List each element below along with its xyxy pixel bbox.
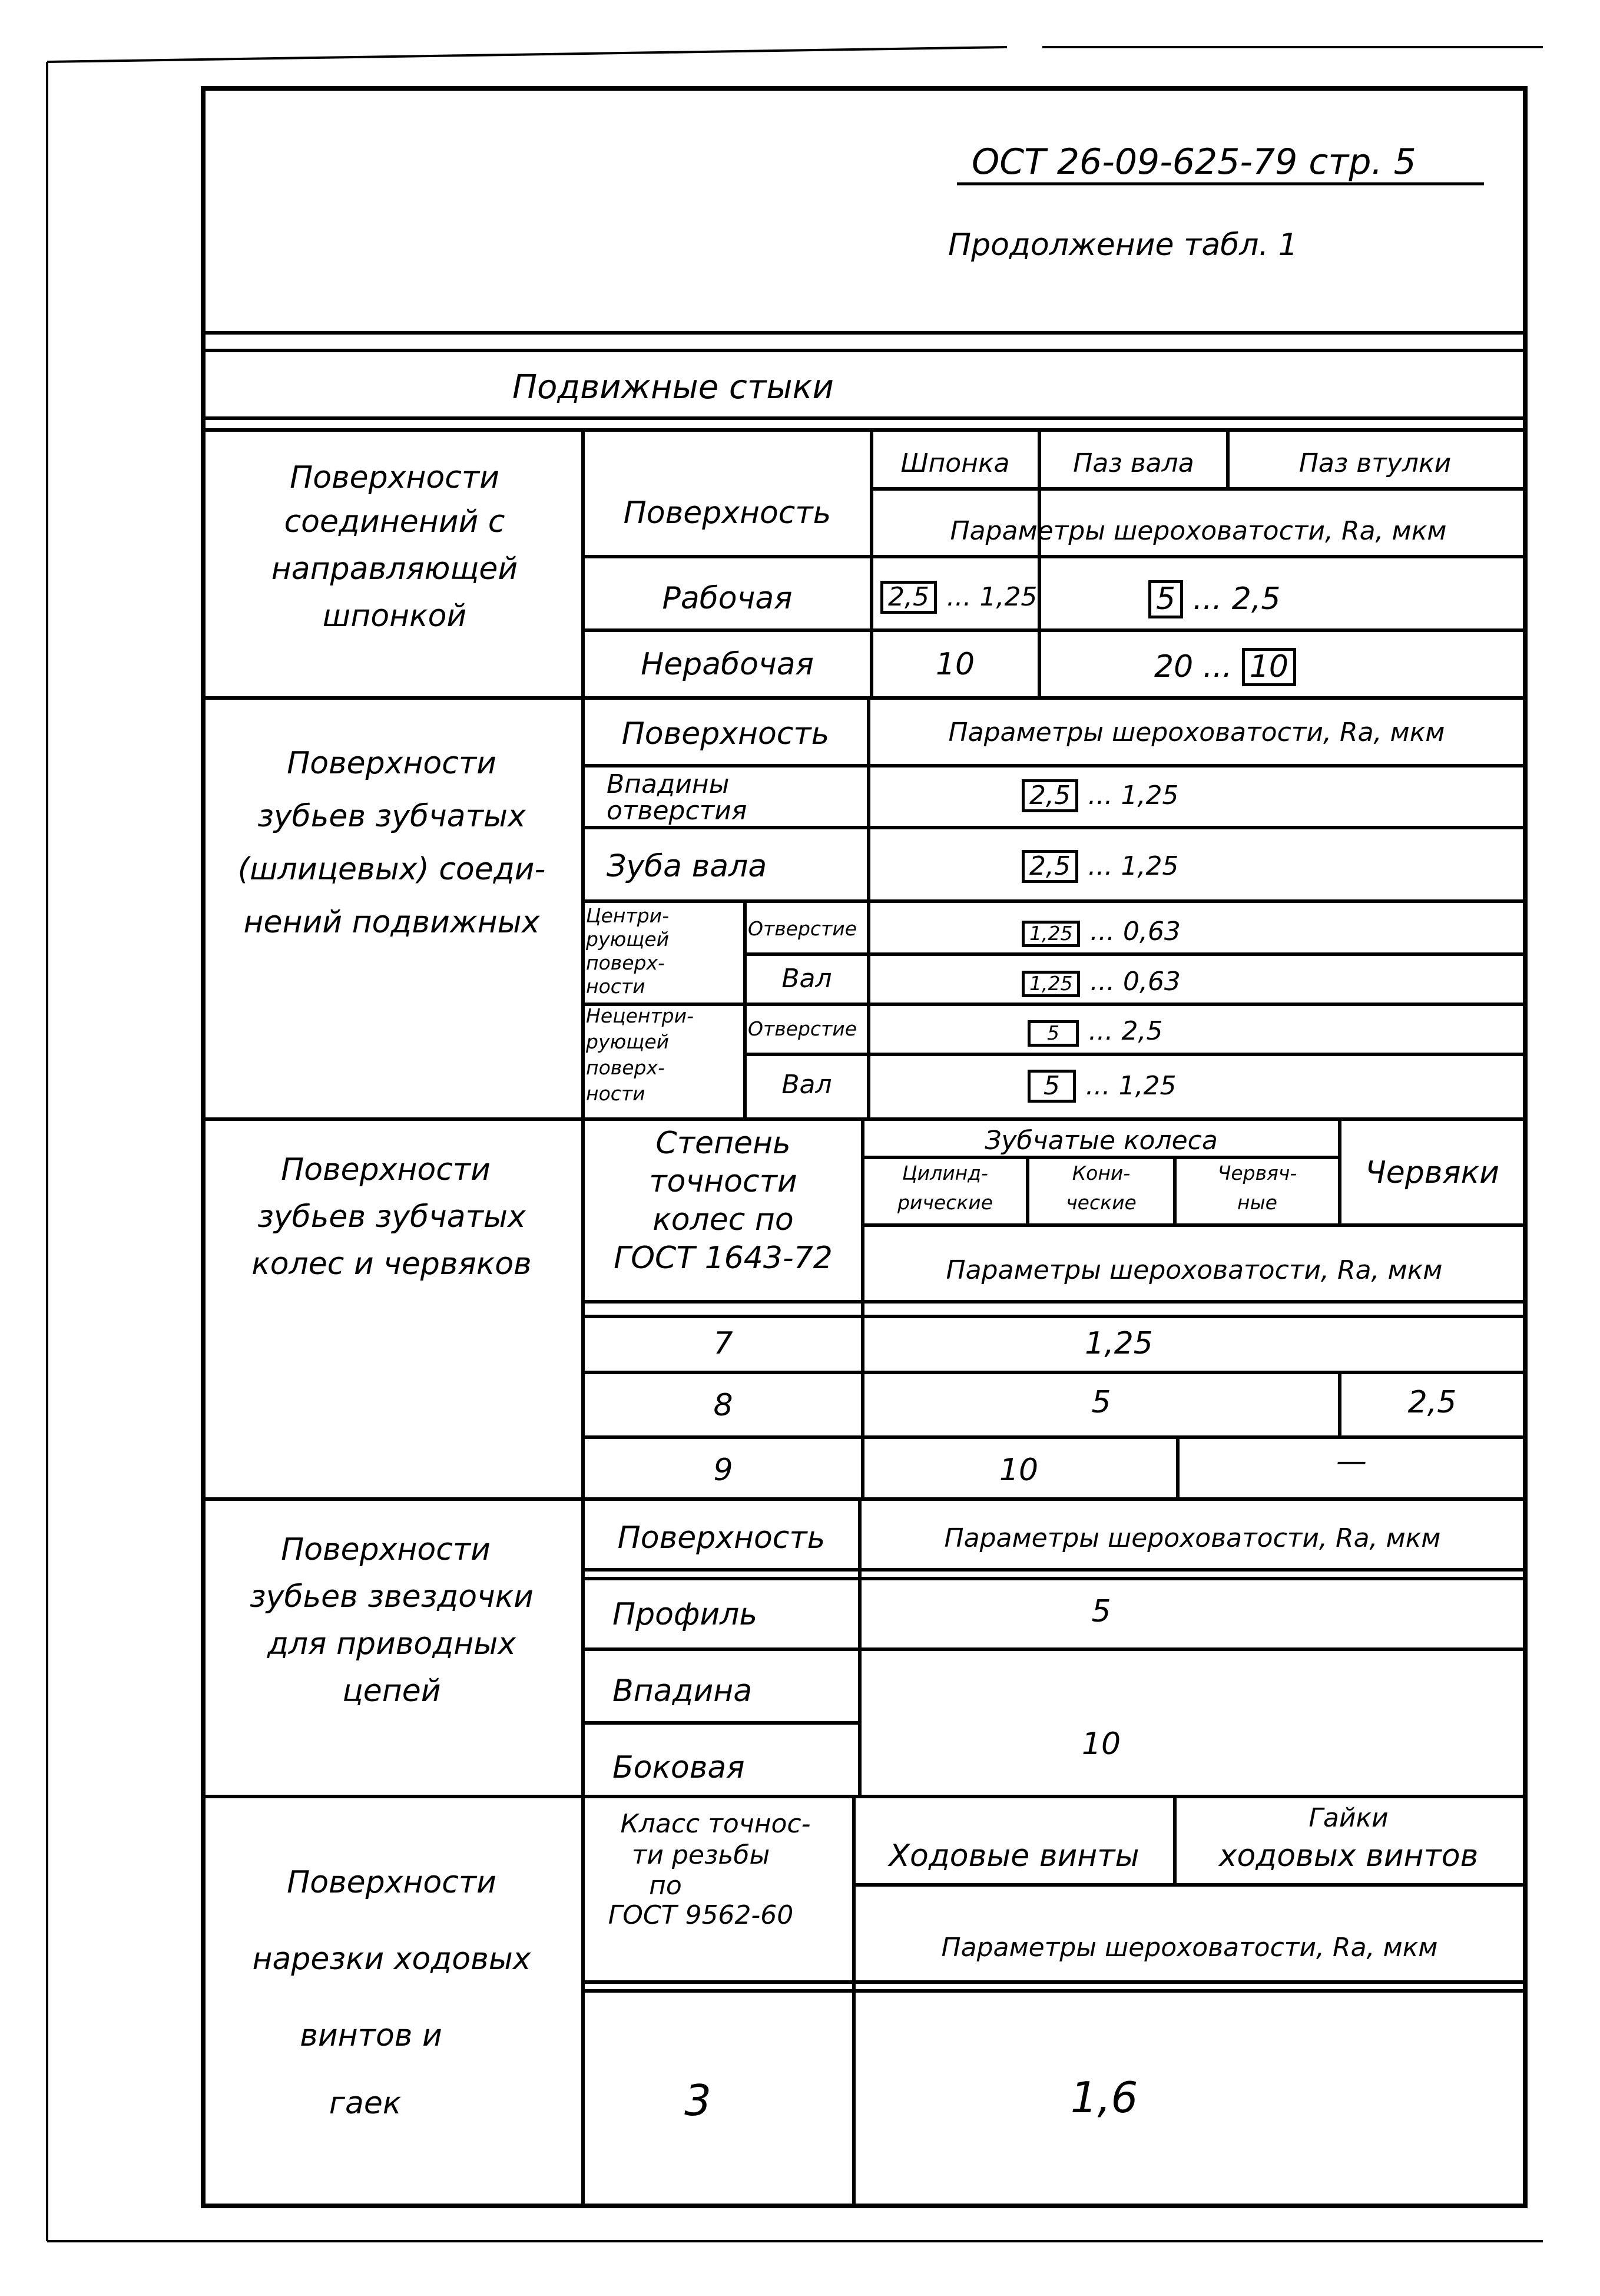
row-nonworking-label: Нерабочая xyxy=(641,647,814,682)
degree-header-1: Степень xyxy=(655,1126,791,1161)
block4-params-header: Параметры шероховатости, Ra, мкм xyxy=(944,1523,1441,1553)
block1-surface-header: Поверхность xyxy=(623,495,832,531)
cavity-side-value: 10 xyxy=(1081,1726,1121,1762)
worms-header: Червяки xyxy=(1365,1155,1499,1190)
col-shaft-groove: Паз вала xyxy=(1073,448,1194,478)
class-value: 3 xyxy=(684,2076,711,2125)
block3-params-header: Параметры шероховатости, Ra, мкм xyxy=(946,1255,1443,1285)
gear-bevel-2: ческие xyxy=(1066,1191,1137,1214)
col-key: Шпонка xyxy=(900,448,1010,478)
block1-title-line2: соединений с xyxy=(284,504,505,540)
degree-header-4: ГОСТ 1643-72 xyxy=(614,1240,833,1276)
class-header-4: ГОСТ 9562-60 xyxy=(608,1900,794,1930)
row-nonworking-grooves: 20 ... 10 xyxy=(1154,648,1296,686)
degree-8-worm-value: 2,5 xyxy=(1407,1385,1457,1420)
profile-label: Профиль xyxy=(612,1597,758,1632)
block5-params-header: Параметры шероховатости, Ra, мкм xyxy=(941,1933,1438,1963)
class-header-3: по xyxy=(649,1871,682,1901)
value-box: 2,5 xyxy=(1022,779,1078,812)
gears-header: Зубчатые колеса xyxy=(985,1126,1218,1156)
gear-cylindrical-1: Цилинд- xyxy=(902,1162,988,1185)
degree-7-value: 1,25 xyxy=(1085,1326,1153,1361)
row-working-key: 2,5 ... 1,25 xyxy=(880,580,1037,614)
block1-title-line3: направляющей xyxy=(271,551,518,587)
value-box: 5 xyxy=(1028,1070,1076,1103)
block5-title-line2: нарезки ходовых xyxy=(252,1941,531,1977)
block2-surface-header: Поверхность xyxy=(621,716,830,752)
hole-cavity-label-2: отверстия xyxy=(607,796,747,826)
row-working-grooves: 5 ... 2,5 xyxy=(1148,580,1280,618)
value-box: 10 xyxy=(1242,648,1296,686)
block4-title-line1: Поверхности xyxy=(281,1532,491,1567)
shaft-tooth-label: Зуба вала xyxy=(607,849,767,884)
shaft-tooth-value: 2,5 ... 1,25 xyxy=(1022,849,1178,883)
centering-shaft-value: 1,25 ... 0,63 xyxy=(1022,965,1181,997)
value-box: 5 xyxy=(1028,1020,1079,1047)
block3-title-line2: зубьев зубчатых xyxy=(257,1199,526,1235)
gear-cylindrical-2: рические xyxy=(897,1191,993,1214)
noncentering-shaft-value: 5 ... 1,25 xyxy=(1028,1069,1176,1103)
cavity-label: Впадина xyxy=(612,1673,753,1709)
thread-value: 1,6 xyxy=(1070,2073,1138,2122)
degree-9-value: 10 xyxy=(999,1453,1039,1488)
row-nonworking-key: 10 xyxy=(935,647,975,682)
class-header-2: ти резьбы xyxy=(631,1840,770,1870)
centering-label-1: Центри- xyxy=(586,904,670,927)
gear-worm-1: Червяч- xyxy=(1217,1162,1297,1185)
noncentering-hole-value: 5 ... 2,5 xyxy=(1028,1014,1162,1047)
block3-title-line3: колес и червяков xyxy=(251,1246,532,1282)
block5-title-line1: Поверхности xyxy=(287,1865,496,1900)
value-box: 2,5 xyxy=(880,581,937,614)
degree-8-value: 5 xyxy=(1091,1385,1111,1420)
block5-title-line3: винтов и xyxy=(300,2018,442,2053)
section-title: Подвижные стыки xyxy=(512,368,834,406)
centering-hole-value: 1,25 ... 0,63 xyxy=(1022,915,1181,947)
lead-screws-header: Ходовые винты xyxy=(889,1838,1139,1874)
block4-title-line4: цепей xyxy=(342,1673,441,1709)
noncentering-shaft-label: Вал xyxy=(781,1070,832,1100)
block1-title-line4: шпонкой xyxy=(322,598,467,634)
block1-title-line1: Поверхности xyxy=(290,460,499,495)
centering-label-4: ности xyxy=(586,975,645,998)
gear-bevel-1: Кони- xyxy=(1072,1162,1131,1185)
centering-label-2: рующей xyxy=(586,928,670,951)
centering-hole-label: Отверстие xyxy=(748,917,857,940)
value-box: 2,5 xyxy=(1022,850,1078,883)
block2-title-line3: (шлицевых) соеди- xyxy=(237,852,546,887)
row-working-label: Рабочая xyxy=(662,581,793,616)
centering-label-3: поверх- xyxy=(586,951,665,974)
noncentering-label-4: ности xyxy=(586,1082,645,1105)
degree-8: 8 xyxy=(713,1388,733,1423)
side-label: Боковая xyxy=(612,1750,745,1785)
noncentering-label-3: поверх- xyxy=(586,1056,665,1079)
hole-cavity-value: 2,5 ... 1,25 xyxy=(1022,779,1178,812)
doc-number: ОСТ 26-09-625-79 стр. 5 xyxy=(972,141,1416,183)
degree-header-3: колес по xyxy=(652,1202,794,1238)
block1-params-header: Параметры шероховатости, Ra, мкм xyxy=(950,516,1447,546)
nuts-header-2: ходовых винтов xyxy=(1218,1838,1479,1874)
value-box: 5 xyxy=(1148,580,1183,618)
degree-9-dash: — xyxy=(1336,1444,1367,1479)
block2-title-line4: нений подвижных xyxy=(243,905,540,940)
hole-cavity-label-1: Впадины xyxy=(607,769,730,799)
noncentering-hole-label: Отверстие xyxy=(748,1017,857,1040)
degree-7: 7 xyxy=(713,1326,733,1361)
gear-worm-2: ные xyxy=(1237,1191,1277,1214)
block2-title-line2: зубьев зубчатых xyxy=(257,799,526,834)
profile-value: 5 xyxy=(1091,1594,1111,1629)
block4-title-line2: зубьев звездочки xyxy=(250,1579,534,1615)
block4-title-line3: для приводных xyxy=(267,1626,516,1662)
col-bushing-groove: Паз втулки xyxy=(1298,448,1452,478)
noncentering-label-1: Нецентри- xyxy=(586,1004,694,1027)
table-continuation: Продолжение табл. 1 xyxy=(948,227,1298,263)
value-box: 1,25 xyxy=(1022,971,1080,997)
block2-title-line1: Поверхности xyxy=(287,746,496,781)
degree-header-2: точности xyxy=(649,1164,797,1199)
block3-title-line1: Поверхности xyxy=(281,1152,491,1187)
nuts-header-1: Гайки xyxy=(1309,1803,1389,1833)
centering-shaft-label: Вал xyxy=(781,964,832,994)
block4-surface-header: Поверхность xyxy=(617,1520,826,1556)
class-header-1: Класс точнос- xyxy=(620,1809,811,1839)
block5-title-line4: гаек xyxy=(329,2086,402,2121)
noncentering-label-2: рующей xyxy=(586,1030,670,1053)
value-box: 1,25 xyxy=(1022,921,1080,947)
degree-9: 9 xyxy=(713,1453,733,1488)
block2-params-header: Параметры шероховатости, Ra, мкм xyxy=(948,717,1445,747)
